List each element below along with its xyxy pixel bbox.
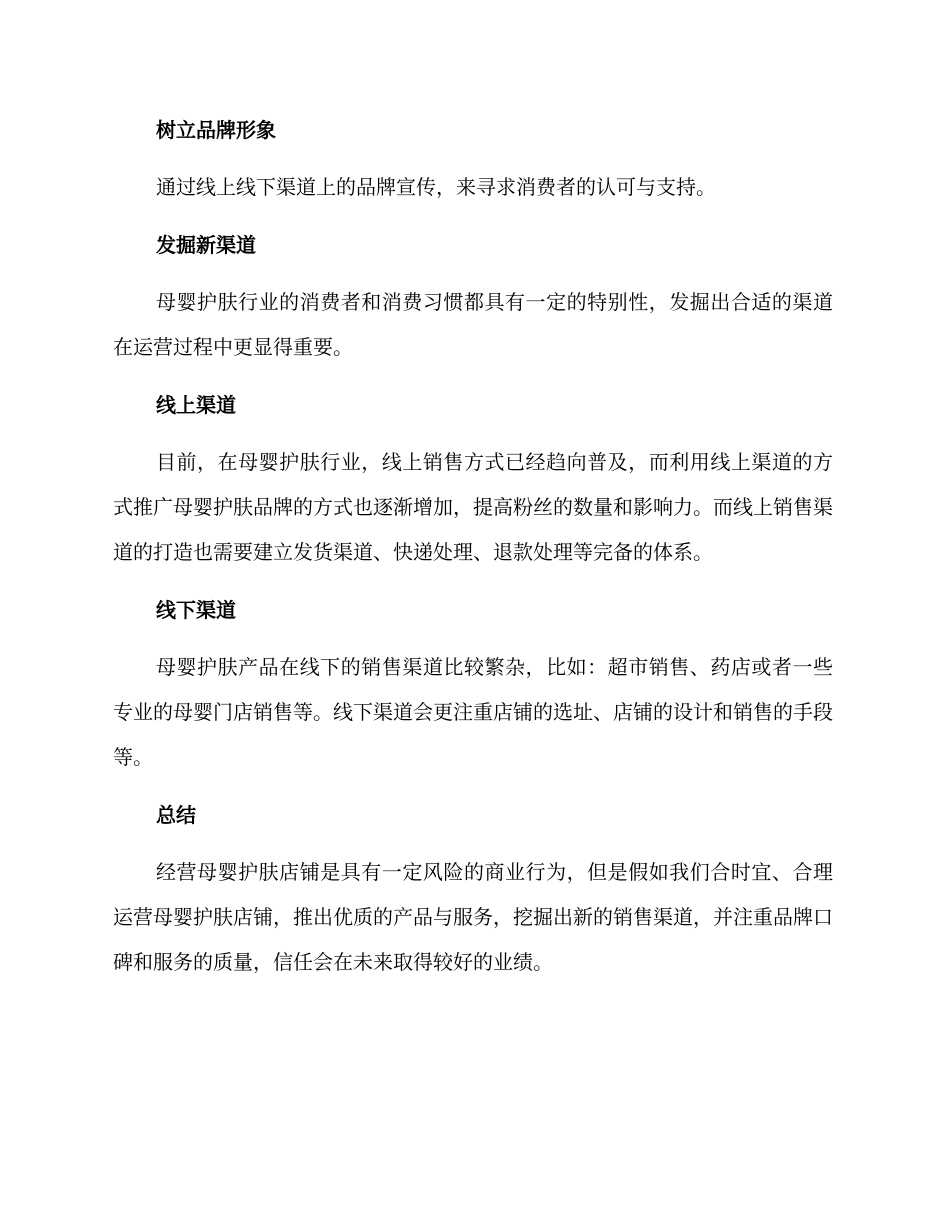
section-heading: 总结 (156, 803, 196, 827)
section-heading: 发掘新渠道 (156, 233, 256, 257)
section-heading: 树立品牌形象 (156, 118, 276, 142)
section-paragraph: 母婴护肤产品在线下的销售渠道比较繁杂，比如：超市销售、药店或者一些专业的母婴门店销售等。线下渠道会更注重店铺的选址、店铺的设计和销售的手段等。 (113, 655, 833, 769)
section-paragraph: 母婴护肤行业的消费者和消费习惯都具有一定的特别性，发掘出合适的渠道在运营过程中更显得重要。 (113, 290, 833, 359)
section-brand-image (113, 108, 833, 210)
section-summary (113, 793, 833, 985)
section-new-channels (113, 223, 833, 370)
section-paragraph: 经营母婴护肤店铺是具有一定风险的商业行为，但是假如我们合时宜、合理运营母婴护肤店铺，推出优质的产品与服务，挖掘出新的销售渠道，并注重品牌口碑和服务的质量，信任会在未来取得较好的业绩。 (113, 860, 833, 974)
document-page (113, 108, 833, 998)
section-online-channels (113, 383, 833, 575)
section-offline-channels (113, 588, 833, 780)
section-heading: 线上渠道 (156, 393, 236, 417)
section-paragraph: 通过线上线下渠道上的品牌宣传，来寻求消费者的认可与支持。 (156, 175, 716, 199)
section-heading: 线下渠道 (156, 598, 236, 622)
section-paragraph: 目前，在母婴护肤行业，线上销售方式已经趋向普及，而利用线上渠道的方式推广母婴护肤品牌的方式也逐渐增加，提高粉丝的数量和影响力。而线上销售渠道的打造也需要建立发货渠道、快递处理、退款处理等完备的体系。 (113, 450, 833, 564)
